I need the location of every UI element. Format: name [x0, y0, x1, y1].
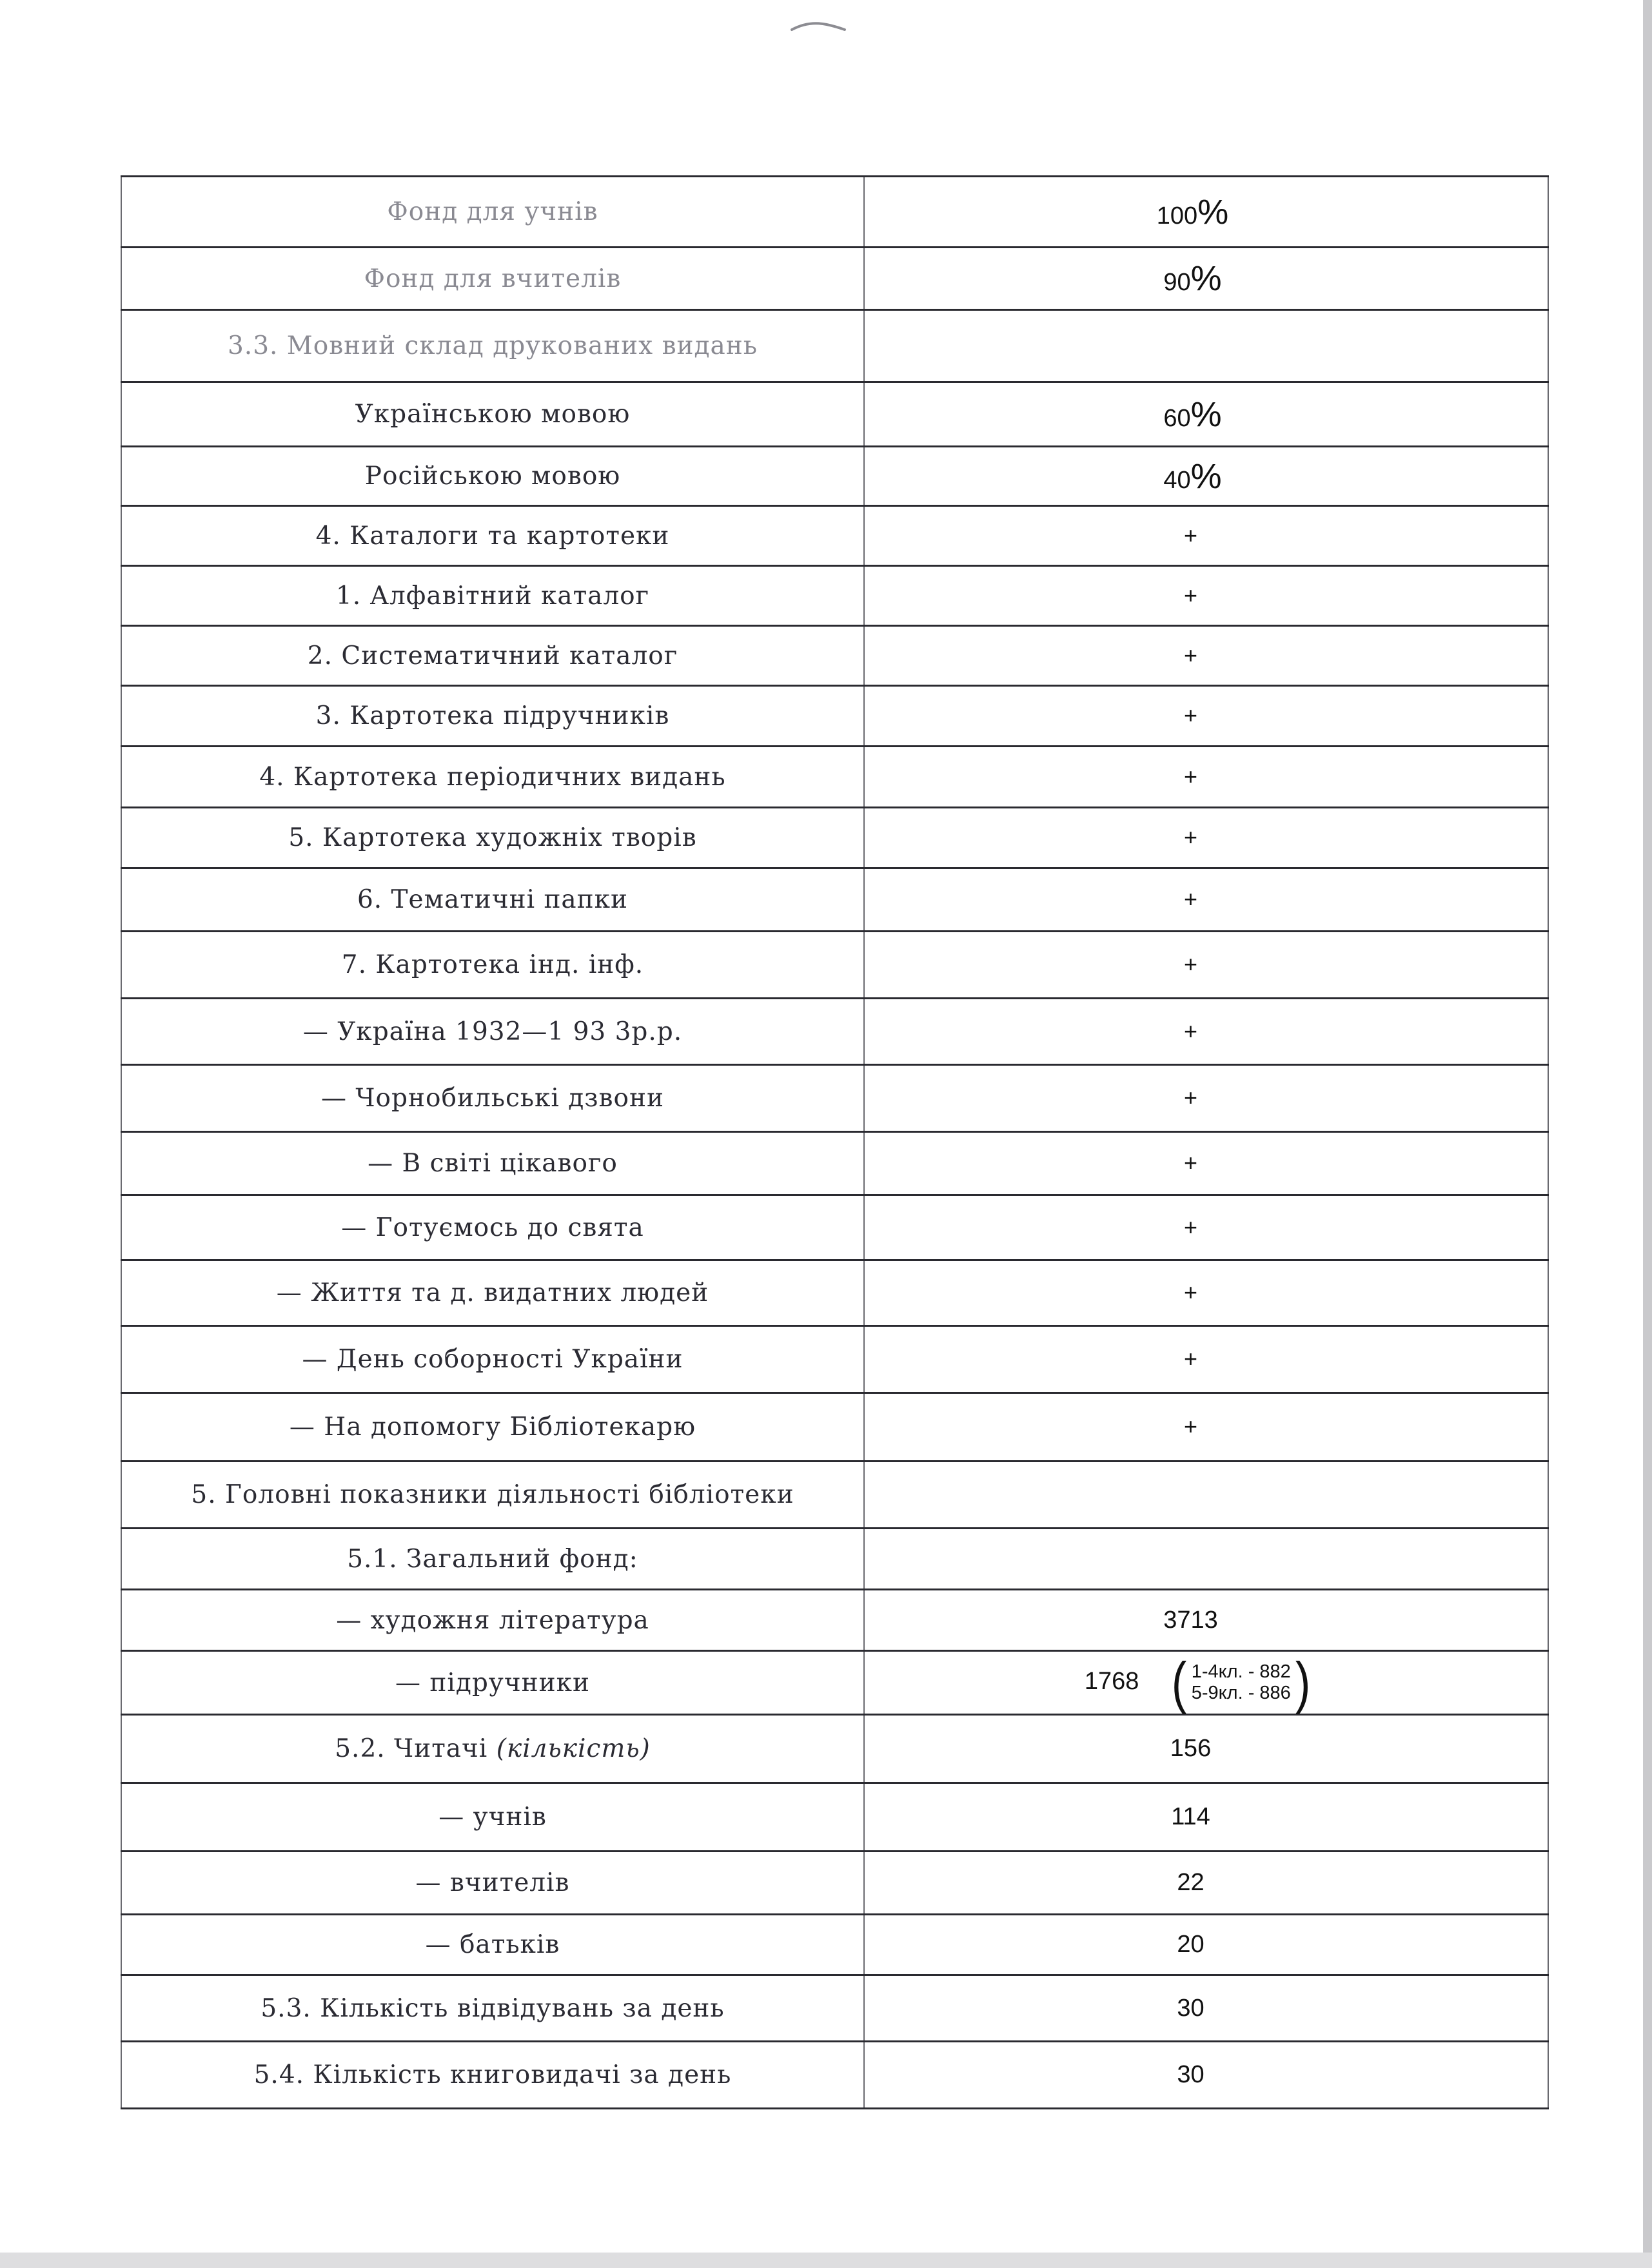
row-label-cell: [121, 1651, 864, 1715]
table-row: [121, 2042, 1548, 2109]
row-value: +: [1183, 1345, 1198, 1372]
row-label: 2. Систематичний каталог: [307, 641, 678, 670]
row-label: 6. Тематичні папки: [357, 885, 629, 914]
row-label-cell: [121, 1783, 864, 1852]
row-label: — В світі цікавого: [368, 1149, 618, 1178]
table-row: [121, 1260, 1548, 1326]
table-row: [121, 1715, 1548, 1783]
row-label-cell: [121, 1065, 864, 1132]
row-label: 4. Картотека періодичних видань: [259, 762, 726, 792]
table-row: [121, 382, 1548, 447]
row-label-note: (кількість): [496, 1734, 651, 1763]
row-label-cell: [121, 808, 864, 868]
row-label: — Чорнобильські дзвони: [321, 1084, 664, 1113]
row-label-cell: [121, 382, 864, 447]
row-label: 5. Головні показники діяльності бібліотеки: [191, 1480, 794, 1509]
table-row: [121, 1132, 1548, 1195]
row-label-cell: [121, 1715, 864, 1783]
table-row: [121, 1975, 1548, 2042]
row-label-cell: [121, 506, 864, 566]
row-label-cell: [121, 868, 864, 932]
row-value: +: [1183, 1413, 1198, 1440]
table-row: [121, 1529, 1548, 1590]
row-value-cell: [864, 1590, 1548, 1651]
table-row: [121, 1651, 1548, 1715]
row-label-cell: [121, 447, 864, 506]
row-label-cell: [121, 1975, 864, 2042]
row-label-cell: [121, 1260, 864, 1326]
row-value-cell: [864, 1852, 1548, 1915]
row-value-cell: [864, 1783, 1548, 1852]
row-value: +: [1183, 1213, 1198, 1240]
row-value-cell: [864, 747, 1548, 808]
row-label: — На допомогу Бібліотекарю: [289, 1413, 696, 1442]
row-value-cell: [864, 1975, 1548, 2042]
row-label: Російською мовою: [364, 462, 621, 491]
row-value-cell: [864, 1915, 1548, 1975]
row-value: 60%: [1163, 395, 1218, 434]
row-value-cell: [864, 2042, 1548, 2109]
row-label: — учнів: [438, 1803, 547, 1832]
table-row: [121, 1915, 1548, 1975]
row-label-cell: [121, 1326, 864, 1393]
row-value: 100%: [1156, 192, 1225, 231]
row-label-cell: [121, 1393, 864, 1461]
row-value-cell: [864, 999, 1548, 1065]
table-row: [121, 248, 1548, 310]
row-label-cell: [121, 2042, 864, 2109]
row-label-cell: [121, 1915, 864, 1975]
staple-mark: [789, 18, 847, 34]
row-value: +: [1183, 1017, 1198, 1044]
table-row: [121, 1461, 1548, 1529]
row-value-cell: [864, 868, 1548, 932]
row-value-cell: [864, 506, 1548, 566]
row-value: 22: [1177, 1869, 1205, 1896]
row-label: 3.3. Мовний склад друкованих видань: [227, 331, 758, 360]
row-label: — День соборності України: [302, 1345, 683, 1374]
row-value-cell: [864, 1065, 1548, 1132]
row-value-cell: [864, 382, 1548, 447]
row-value: +: [1183, 763, 1198, 790]
row-label: 5.3. Кількість відвідувань за день: [261, 1993, 725, 2023]
table-row: [121, 626, 1548, 686]
table-row: [121, 808, 1548, 868]
row-value: +: [1183, 702, 1198, 728]
row-label: — вчителів: [415, 1868, 570, 1897]
table-row: [121, 868, 1548, 932]
scan-edge-right: [1643, 0, 1652, 2268]
row-value-cell: [864, 626, 1548, 686]
row-value-cell: [864, 1651, 1548, 1715]
row-label-cell: [121, 310, 864, 382]
row-value: +: [1183, 951, 1198, 977]
row-label-cell: [121, 626, 864, 686]
row-label-cell: [121, 1195, 864, 1260]
row-value-cell: [864, 1393, 1548, 1461]
row-value-cell: [864, 310, 1548, 382]
row-label-cell: [121, 932, 864, 999]
row-label: 3. Картотека підручників: [315, 701, 670, 730]
row-value: +: [1183, 886, 1198, 912]
row-label: 5.4. Кількість книговидачі за день: [253, 2060, 732, 2089]
table-row: [121, 932, 1548, 999]
row-label: 5. Картотека художніх творів: [288, 823, 697, 852]
row-value: +: [1183, 522, 1198, 549]
row-label: 1. Алфавітний каталог: [335, 581, 650, 611]
table-row: [121, 1852, 1548, 1915]
row-label-cell: [121, 566, 864, 626]
table-row: [121, 1590, 1548, 1651]
table-row: [121, 1783, 1548, 1852]
table-row: [121, 1393, 1548, 1461]
row-label-cell: [121, 1529, 864, 1590]
row-value-cell: [864, 248, 1548, 310]
row-label: Фонд для учнів: [387, 197, 598, 226]
row-value: 40%: [1163, 456, 1218, 496]
table-row: [121, 506, 1548, 566]
row-value: 90%: [1163, 259, 1218, 298]
row-label-cell: [121, 1132, 864, 1195]
breakdown-line: 5-9кл. - 886: [1191, 1683, 1291, 1703]
row-label: Фонд для вчителів: [364, 264, 622, 293]
table-row: [121, 686, 1548, 747]
table-row: [121, 747, 1548, 808]
row-label-cell: [121, 747, 864, 808]
row-value: +: [1183, 641, 1198, 669]
row-value-cell: [864, 1715, 1548, 1783]
table-row: [121, 566, 1548, 626]
report-table-body: [121, 177, 1548, 2109]
table-row: [121, 447, 1548, 506]
row-value-cell: [864, 1132, 1548, 1195]
row-label-cell: [121, 1461, 864, 1529]
row-value-cell: [864, 1260, 1548, 1326]
row-label-cell: [121, 177, 864, 248]
breakdown-line: 1-4кл. - 882: [1191, 1661, 1291, 1682]
row-label: — художня література: [336, 1605, 649, 1635]
row-value: +: [1183, 824, 1198, 850]
row-value: +: [1183, 582, 1198, 609]
row-value-cell: [864, 566, 1548, 626]
row-label: 5.1. Загальний фонд:: [347, 1544, 638, 1574]
row-value: 30: [1177, 2061, 1205, 2088]
row-label: 4. Каталоги та картотеки: [315, 521, 670, 551]
table-row: [121, 310, 1548, 382]
breakdown-group: ( 1-4кл. - 882 5-9кл. - 886 ): [1172, 1650, 1311, 1714]
row-value: +: [1183, 1279, 1198, 1305]
row-label: — батьків: [425, 1930, 560, 1959]
row-value-cell: [864, 1529, 1548, 1590]
row-label-cell: [121, 248, 864, 310]
table-row: [121, 999, 1548, 1065]
row-label: 5.2. Читачі: [335, 1734, 488, 1763]
row-label-cell: [121, 1852, 864, 1915]
report-table: [121, 175, 1549, 2109]
row-label: 7. Картотека інд. інф.: [341, 950, 644, 979]
row-label: — Готуємось до свята: [341, 1213, 644, 1242]
row-value-cell: [864, 447, 1548, 506]
table-row: [121, 1326, 1548, 1393]
row-value-cell: [864, 1461, 1548, 1529]
row-value: +: [1183, 1084, 1198, 1111]
scan-edge-bottom: [0, 2253, 1652, 2268]
row-value-cell: [864, 686, 1548, 747]
row-value: 20: [1177, 1931, 1205, 1958]
row-value: 156: [1170, 1735, 1212, 1762]
row-value: 114: [1171, 1803, 1210, 1830]
row-label: — Україна 1932—1 93 3р.р.: [302, 1017, 683, 1046]
table-row: [121, 1195, 1548, 1260]
table-row: [121, 1065, 1548, 1132]
row-value: 30: [1177, 1994, 1205, 2022]
row-label: — Життя та д. видатних людей: [276, 1278, 709, 1307]
row-label: — підручники: [395, 1668, 590, 1697]
row-label: Українською мовою: [355, 400, 631, 429]
row-value-cell: [864, 932, 1548, 999]
row-value-cell: [864, 1195, 1548, 1260]
row-value-cell: [864, 808, 1548, 868]
row-value: 3713: [1163, 1606, 1218, 1634]
row-label-cell: [121, 1590, 864, 1651]
row-value: +: [1183, 1149, 1198, 1176]
row-value-cell: [864, 1326, 1548, 1393]
row-value-cell: [864, 177, 1548, 248]
row-label-cell: [121, 686, 864, 747]
row-value: 1768: [1084, 1668, 1139, 1696]
table-row: [121, 177, 1548, 248]
row-label-cell: [121, 999, 864, 1065]
